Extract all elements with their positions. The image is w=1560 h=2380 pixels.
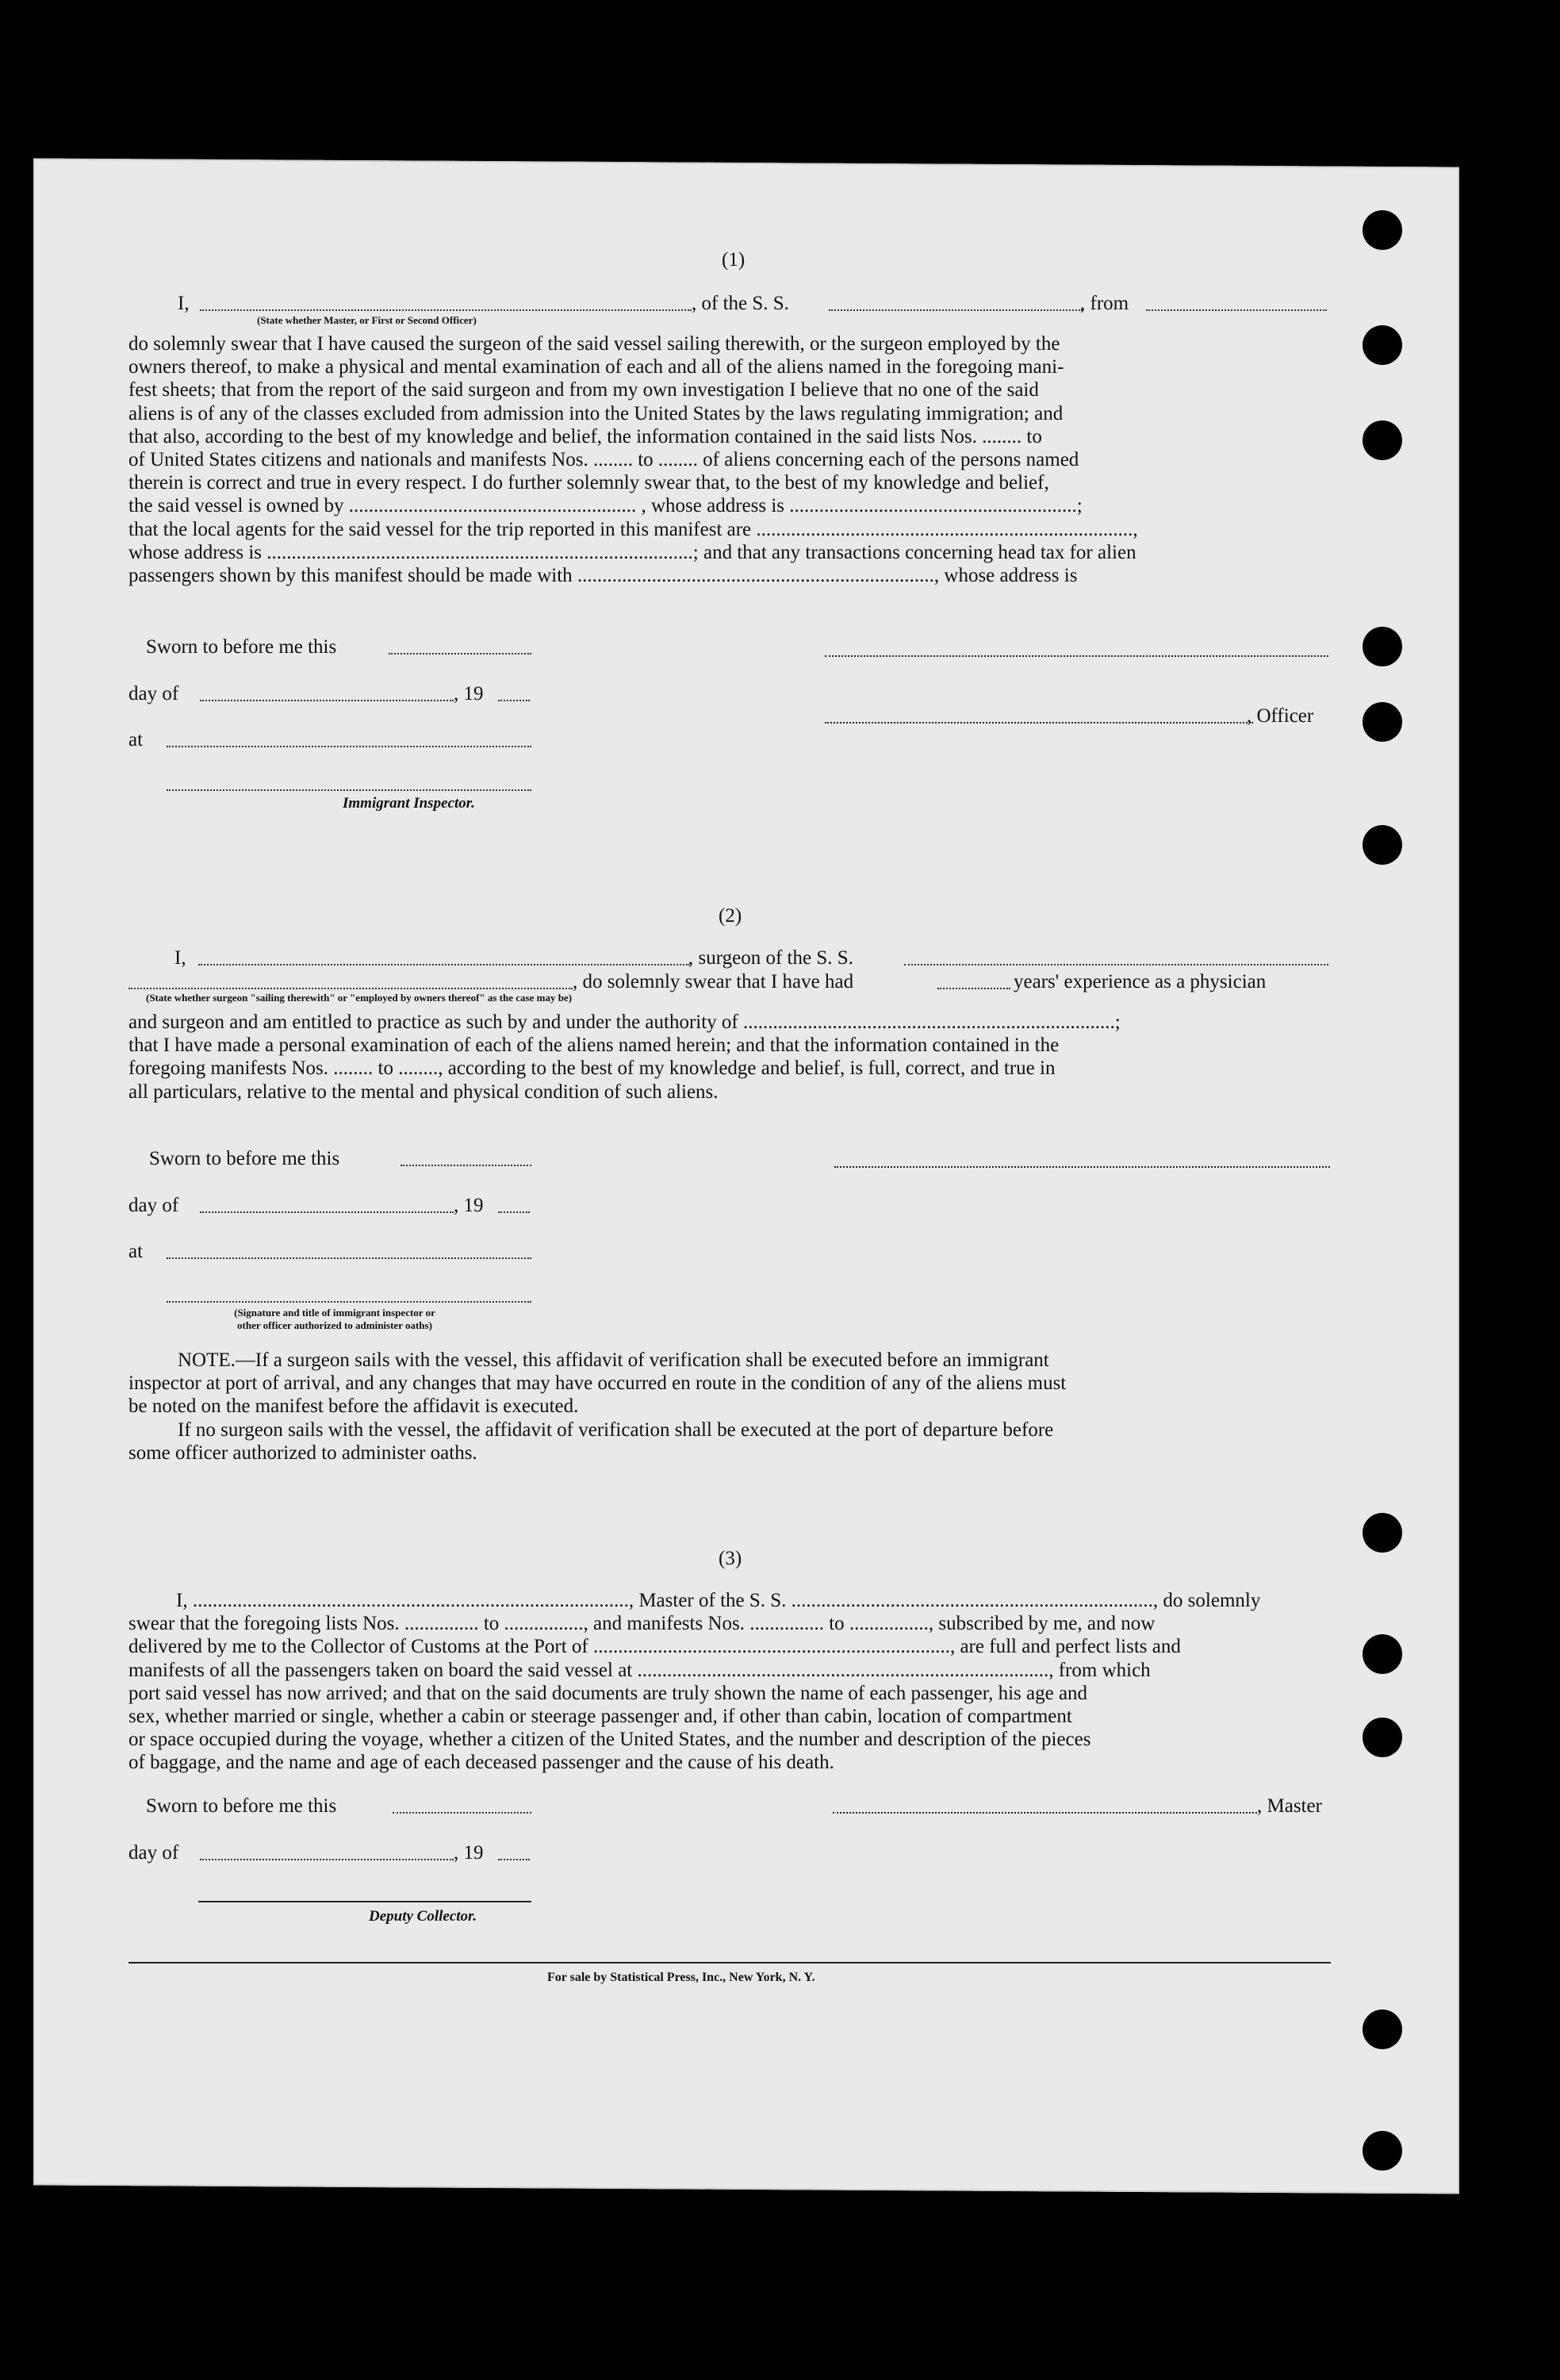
- from-label: , from: [1080, 293, 1129, 314]
- oath-line: fest sheets; that from the report of the said surgeon and from my own investigation I believe that no one of the said: [128, 379, 1039, 401]
- note-line: be noted on the manifest before the affidavit is executed.: [128, 1395, 579, 1418]
- year-label-2: , 19: [454, 1195, 484, 1216]
- oath-line: of United States citizens and nationals and manifests Nos. ........ to ........ of aliens concerning each of the persons named: [128, 449, 1079, 471]
- deputy-collector-signature-line: [198, 1901, 531, 1902]
- sworn-label-3: Sworn to before me this: [146, 1795, 337, 1817]
- surgeon-note: [128, 1349, 1331, 1464]
- punch-hole: [1363, 2131, 1402, 2171]
- oath-2-i: I,: [174, 947, 186, 969]
- oath-line: and surgeon and am entitled to practice as such by and under the authority of ...........................................................................;: [128, 1012, 1121, 1033]
- punch-hole: [1363, 1634, 1402, 1674]
- day-of-label-2: day of: [128, 1195, 179, 1216]
- officer-rank-caption: (State whether Master, or First or Second Officer): [257, 314, 477, 326]
- punch-hole: [1363, 1718, 1402, 1757]
- footer-divider: [128, 1962, 1331, 1964]
- surgeon-signature-line: [834, 1166, 1330, 1168]
- sworn-date-field-1: [389, 653, 531, 654]
- oath-line: the said vessel is owned by .......................................................... , whose address is ..........................................................;: [128, 495, 1083, 517]
- oath-line: that I have made a personal examination of each of the aliens named herein; and that the information contained in the: [128, 1035, 1060, 1057]
- oath-line: passengers shown by this manifest should be made with ........................................................................, whose address is: [128, 565, 1078, 587]
- oath-line: whose address is ......................................................................................; and that any transactions concerning head tax for alien: [128, 541, 1136, 563]
- punch-hole: [1363, 1513, 1402, 1553]
- punch-hole: [1363, 702, 1402, 742]
- at-label-2: at: [128, 1241, 144, 1262]
- note-line: some officer authorized to administer oaths.: [128, 1441, 477, 1464]
- surgeon-of-ss-label: , surgeon of the S. S.: [688, 947, 853, 969]
- officer-label: , Officer: [1247, 705, 1314, 727]
- oath-line: delivered by me to the Collector of Customs at the Port of ........................................................................, are full and perfect lists and: [128, 1636, 1181, 1658]
- punch-hole: [1363, 627, 1402, 666]
- oath-line: I, ........................................................................................, Master of the S. S. ........................................................................., do solemnly: [176, 1590, 1261, 1611]
- day-of-field-3: [200, 1859, 454, 1860]
- years-experience-label: years' experience as a physician: [1014, 971, 1267, 992]
- oath-line: that the local agents for the said vessel for the trip reported in this manifest are ............................................................................,: [128, 518, 1138, 540]
- officer-oath-signature-line: [167, 1301, 531, 1303]
- inspector-signature-line: [167, 789, 531, 791]
- punch-hole: [1363, 420, 1402, 460]
- section-2-number: (2): [719, 905, 742, 927]
- surgeon-status-field: [128, 988, 573, 989]
- note-line: inspector at port of arrival, and any changes that may have occurred en route in the condition of any of the aliens must: [128, 1372, 1067, 1395]
- note-line: NOTE.—If a surgeon sails with the vessel, this affidavit of verification shall be executed before an immigrant: [178, 1349, 1049, 1371]
- oath-line: that also, according to the best of my knowledge and belief, the information contained in the said lists Nos. ........ to: [128, 425, 1042, 447]
- surgeon-vessel-field: [904, 964, 1328, 965]
- sworn-label-2: Sworn to before me this: [149, 1148, 340, 1169]
- day-of-label-3: day of: [128, 1842, 179, 1864]
- year-label-3: , 19: [454, 1842, 484, 1864]
- oath-line: owners thereof, to make a physical and mental examination of each and all of the aliens named in the foregoing mani-: [128, 356, 1064, 378]
- year-field-2: [498, 1211, 530, 1213]
- surgeon-status-caption: (State whether surgeon "sailing therewith" or "employed by owners thereof" as the case may be): [146, 992, 573, 1004]
- oath-line: therein is correct and true in every respect. I do further solemnly swear that, to the best of my knowledge and belief,: [128, 472, 1049, 494]
- master-label: , Master: [1257, 1795, 1322, 1817]
- master-signature-line: [833, 1812, 1257, 1814]
- oath-line: manifests of all the passengers taken on board the said vessel at ..................................................................................., from which: [128, 1659, 1151, 1681]
- officer-rank-field: [200, 309, 692, 311]
- oath-line: foregoing manifests Nos. ........ to ........, according to the best of my knowledge and belief, is full, correct, and true in: [128, 1058, 1056, 1080]
- punch-hole: [1363, 2010, 1402, 2049]
- oath-line: or space occupied during the voyage, whether a citizen of the United States, and the number and description of the pieces: [128, 1729, 1091, 1751]
- oath-1-i: I,: [178, 293, 190, 314]
- oath-line: do solemnly swear that I have caused the surgeon of the said vessel sailing therewith, or the surgeon employed by the: [128, 333, 1060, 355]
- immigrant-inspector-label: Immigrant Inspector.: [343, 795, 475, 812]
- oath-line: port said vessel has now arrived; and that on the said documents are truly shown the name of each passenger, his age and: [128, 1682, 1088, 1704]
- deputy-collector-label: Deputy Collector.: [369, 1908, 477, 1925]
- oath-line: of baggage, and the name and age of each deceased passenger and the cause of his death.: [128, 1752, 834, 1774]
- section-1-oath-text: [128, 332, 1331, 587]
- sworn-date-field-2: [401, 1165, 531, 1166]
- punch-hole: [1363, 210, 1402, 250]
- sworn-label-1: Sworn to before me this: [146, 636, 337, 658]
- officer-signature-line: [825, 722, 1253, 724]
- note-line: If no surgeon sails with the vessel, the affidavit of verification shall be executed at the port of departure before: [178, 1418, 1054, 1441]
- punch-hole: [1363, 325, 1402, 365]
- oath-officer-caption-1: (Signature and title of immigrant inspector or: [234, 1307, 435, 1319]
- swear-had-label: , do solemnly swear that I have had: [573, 971, 854, 992]
- at-label-1: at: [128, 729, 144, 750]
- section-2-oath-text: [128, 1011, 1331, 1104]
- printer-imprint: For sale by Statistical Press, Inc., New York, N. Y.: [547, 1971, 815, 1984]
- oath-line: sex, whether married or single, whether a cabin or steerage passenger and, if other than cabin, location of compartment: [128, 1706, 1072, 1728]
- day-of-label-1: day of: [128, 683, 179, 704]
- of-ss-label: , of the S. S.: [692, 293, 789, 314]
- year-label-1: , 19: [454, 683, 484, 704]
- section-3-oath-text: [128, 1589, 1331, 1775]
- year-field-3: [498, 1859, 530, 1860]
- sworn-date-field-3: [393, 1812, 531, 1814]
- signature-line-1a: [825, 655, 1328, 657]
- day-of-field-2: [200, 1211, 454, 1213]
- day-of-field-1: [200, 700, 454, 701]
- oath-line: aliens is of any of the classes excluded from admission into the United States by the laws regulating immigration; and: [128, 402, 1064, 424]
- at-field-2: [167, 1257, 531, 1259]
- at-field-1: [167, 746, 531, 747]
- oath-officer-caption-2: other officer authorized to administer oaths): [237, 1319, 432, 1331]
- oath-line: swear that the foregoing lists Nos. ............... to ................, and manifests Nos. ............... to ................, subscribed by me, and now: [128, 1613, 1156, 1635]
- year-field-1: [498, 700, 530, 701]
- vessel-name-field: [829, 309, 1083, 311]
- from-port-field: [1146, 309, 1327, 311]
- oath-line: all particulars, relative to the mental and physical condition of such aliens.: [128, 1081, 719, 1103]
- years-experience-field: [937, 988, 1010, 989]
- surgeon-name-field: [198, 964, 690, 965]
- section-1-number: (1): [722, 249, 746, 271]
- section-3-number: (3): [719, 1548, 742, 1569]
- punch-hole: [1363, 825, 1402, 865]
